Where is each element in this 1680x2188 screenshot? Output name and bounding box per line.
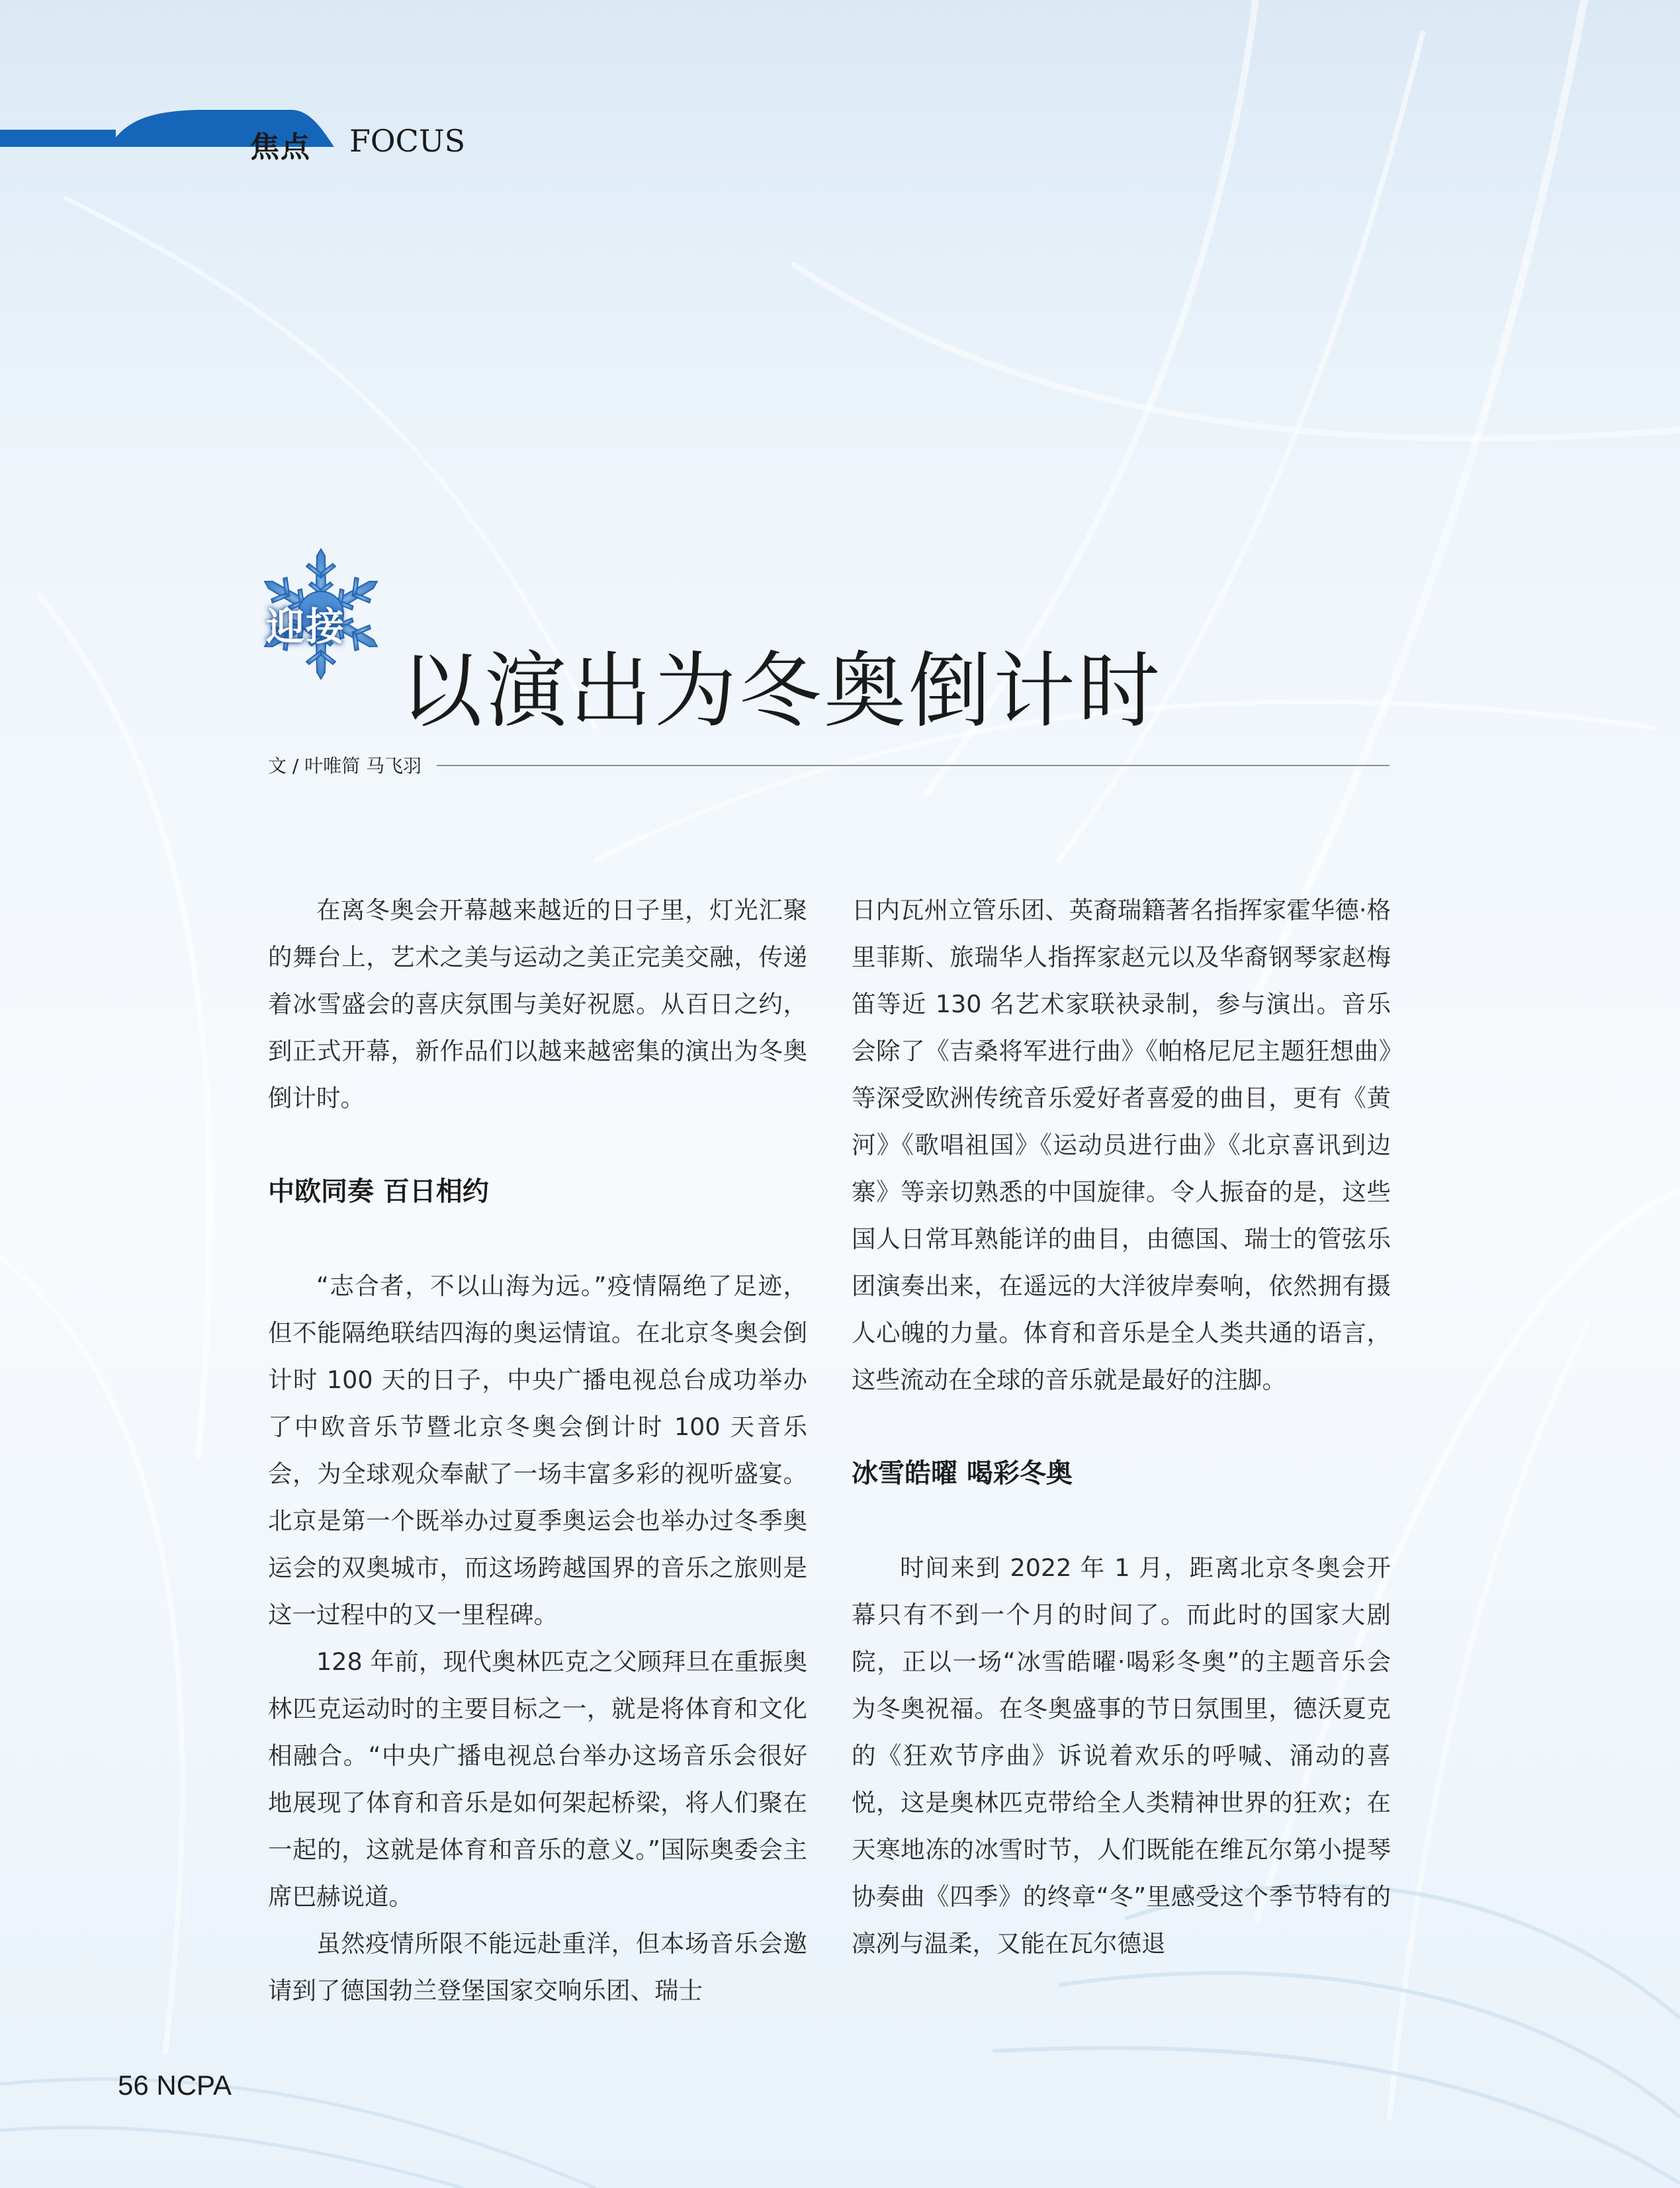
section-heading: 中欧同奏 百日相约 — [268, 1176, 489, 1207]
paragraph: 时间来到 2022 年 1 月，距离北京冬奥会开幕只有不到一个月的时间了。而此时的国家大剧院，正以一场“冰雪皓曜·喝彩冬奥”的主题音乐会为冬奥祝福。在冬奥盛事的节日氛围里，德沃夏克的《狂欢节序曲》诉说着欢乐的呼喊、涌动的喜悦，这是奥林匹克带给全人类精神世界的狂欢；在天寒地冻的冰雪时节，人们既能在维瓦尔第小提琴协奏曲《四季》的终章“冬”里感受这个季节特有的凛冽与温柔，又能在瓦尔德退 — [852, 1553, 1391, 1958]
paragraph: 在离冬奥会开幕越来越近的日子里，灯光汇聚的舞台上，艺术之美与运动之美正完美交融，传递着冰雪盛会的喜庆氛围与美好祝愿。从百日之约，到正式开幕，新作品们以越来越密集的演出为冬奥倒计时。 — [268, 896, 807, 1112]
section-label-cn: 焦点 — [250, 130, 311, 164]
right-column — [852, 887, 1391, 1967]
left-column — [268, 887, 807, 2014]
paragraph: 128 年前，现代奥林匹克之父顾拜旦在重振奥林匹克运动时的主要目标之一，就是将体育和文化相融合。“中央广播电视总台举办这场音乐会很好地展现了体育和音乐是如何架起桥梁，将人们聚在一起的，这就是体育和音乐的意义。”国际奥委会主席巴赫说道。 — [268, 1647, 807, 1911]
section-label-en: FOCUS — [349, 123, 466, 159]
article-title: 以演出为冬奥倒计时 — [400, 644, 1163, 740]
badge-welcome: 迎接 — [266, 604, 346, 649]
section-heading: 冰雪皓曜 喝彩冬奥 — [852, 1458, 1073, 1489]
byline-divider — [437, 765, 1390, 766]
paragraph: 虽然疫情所限不能远赴重洋，但本场音乐会邀请到了德国勃兰登堡国家交响乐团、瑞士 — [268, 1929, 807, 2005]
page-number: 56 NCPA — [118, 2070, 232, 2101]
paragraph: 日内瓦州立管乐团、英裔瑞籍著名指挥家霍华德·格里菲斯、旅瑞华人指挥家赵元以及华裔钢琴家赵梅笛等近 130 名艺术家联袂录制，参与演出。音乐会除了《吉桑将军进行曲》《帕格尼尼主题狂想曲》等深受欧洲传统音乐爱好者喜爱的曲目，更有《黄河》《歌唱祖国》《运动员进行曲》《北京喜讯到边寨》等亲切熟悉的中国旋律。令人振奋的是，这些国人日常耳熟能详的曲目，由德国、瑞士的管弦乐团演奏出来，在遥远的大洋彼岸奏响，依然拥有摄人心魄的力量。体育和音乐是全人类共通的语言，这些流动在全球的音乐就是最好的注脚。 — [852, 896, 1391, 1394]
paragraph: “志合者，不以山海为远。”疫情隔绝了足迹，但不能隔绝联结四海的奥运情谊。在北京冬奥会倒计时 100 天的日子，中央广播电视总台成功举办了中欧音乐节暨北京冬奥会倒计时 100 天音乐会，为全球观众奉献了一场丰富多彩的视听盛宴。北京是第一个既举办过夏季奥运会也举办过冬季奥运会的双奥城市，而这场跨越国界的音乐之旅则是这一过程中的又一里程碑。 — [268, 1272, 807, 1629]
byline: 文 / 叶唯简 马飞羽 — [268, 755, 422, 777]
